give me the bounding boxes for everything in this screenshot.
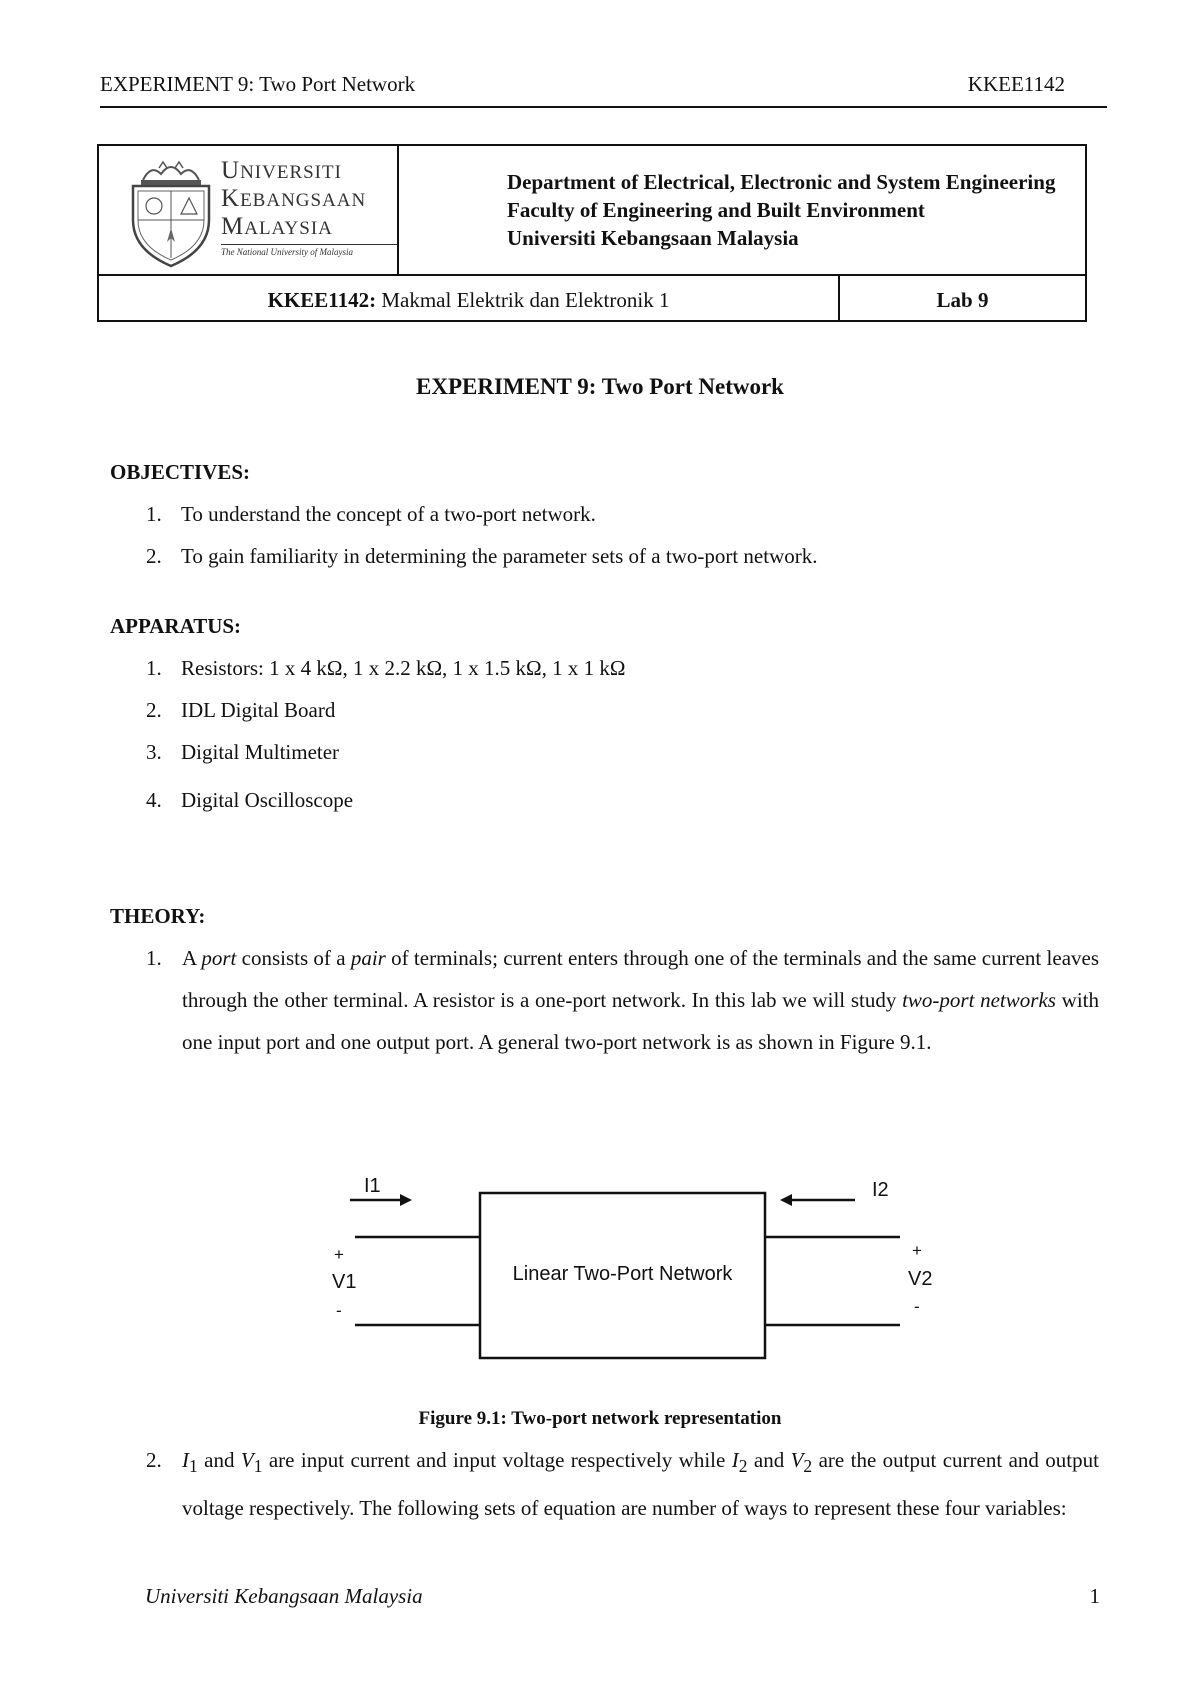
logo-word-malaysia: ALAYSIA <box>244 218 333 239</box>
department-cell <box>399 146 1085 274</box>
logo-initial-m: M <box>221 213 245 240</box>
page-title: EXPERIMENT 9: Two Port Network <box>416 374 784 399</box>
i2-label: I2 <box>872 1179 889 1201</box>
list-text: To gain familiarity in determining the parameter sets of a two-port network. <box>181 544 818 568</box>
logo-divider <box>221 244 397 245</box>
two-port-network-figure <box>320 1175 933 1370</box>
subscript: 2 <box>738 1456 748 1477</box>
text-run: consists of a <box>236 946 351 970</box>
text-run: are the output current and output voltage respectively. The following sets of equation are number of ways to represent these four variables: <box>182 1448 1099 1521</box>
course-name: Makmal Elektrik dan Elektronik 1 <box>376 288 670 312</box>
university-crest-icon <box>129 158 213 270</box>
list-number: 2. <box>146 698 162 722</box>
i2-arrow-head <box>780 1194 792 1206</box>
theory-item-2-number: 2. <box>146 1448 162 1472</box>
term-port: port <box>201 946 237 970</box>
objectives-heading: OBJECTIVES: <box>110 460 251 484</box>
running-header-code: KKEE1142 <box>967 72 1065 96</box>
subscript: 1 <box>189 1456 198 1477</box>
list-text: Resistors: 1 x 4 kΩ, 1 x 2.2 kΩ, 1 x 1.5 kΩ, 1 x 1 kΩ <box>181 656 626 680</box>
university-name: Universiti Kebangsaan Malaysia <box>507 226 799 250</box>
running-header-title: EXPERIMENT 9: Two Port Network <box>100 72 416 96</box>
figure-caption: Figure 9.1: Two-port network representation <box>418 1408 782 1429</box>
department-name: Department of Electrical, Electronic and System Engineering <box>507 170 1056 194</box>
list-text: Digital Multimeter <box>181 740 340 764</box>
text-run: of terminals; current enters through one of the terminals and the same current leaves through the other terminal. A resistor is a one-port network. In this lab we will study <box>182 946 1100 1012</box>
text-run: are input current and input voltage respectively while <box>262 1448 732 1472</box>
footer-university: Universiti Kebangsaan Malaysia <box>145 1584 423 1608</box>
v2-minus-sign: - <box>914 1297 920 1316</box>
list-item <box>146 698 335 723</box>
logo-cell <box>99 146 399 274</box>
term-two-port-networks: two-port networks <box>902 988 1056 1012</box>
logo-initial-u: U <box>221 157 241 184</box>
symbol-i: I <box>731 1448 739 1472</box>
header-rule <box>100 106 1107 108</box>
text-run: and <box>747 1448 791 1472</box>
university-wordmark <box>221 158 397 257</box>
term-pair: pair <box>350 946 386 970</box>
faculty-name: Faculty of Engineering and Built Environment <box>507 198 925 222</box>
apparatus-heading: APPARATUS: <box>110 614 242 638</box>
subscript: 1 <box>253 1456 263 1477</box>
text-run: A <box>182 946 202 970</box>
course-code: KKEE1142: <box>267 288 377 312</box>
text-run: and <box>197 1448 241 1472</box>
v1-minus-sign: - <box>336 1301 342 1320</box>
i1-label: I1 <box>364 1175 381 1197</box>
logo-tagline: The National University of Malaysia <box>221 247 353 257</box>
list-number: 2. <box>146 544 162 568</box>
list-number: 4. <box>146 788 162 812</box>
list-number: 1. <box>146 656 162 680</box>
list-text: To understand the concept of a two-port network. <box>181 502 596 526</box>
page-number: 1 <box>1089 1584 1100 1608</box>
v1-label: V1 <box>332 1271 357 1293</box>
symbol-v: V <box>790 1448 804 1472</box>
list-item <box>146 788 353 813</box>
list-item <box>146 544 818 569</box>
i1-arrow-head <box>400 1194 412 1206</box>
theory-item-1-number: 1. <box>146 946 162 970</box>
logo-word-kebangsaan: EBANGSAAN <box>240 190 367 211</box>
theory-heading: THEORY: <box>110 904 206 928</box>
logo-initial-k: K <box>221 185 241 212</box>
course-info-table <box>97 144 1087 322</box>
list-item <box>146 656 626 681</box>
list-item <box>146 740 339 765</box>
symbol-v: V <box>240 1448 254 1472</box>
course-row <box>99 274 1085 320</box>
theory-paragraph-1 <box>182 937 1099 1063</box>
v2-plus-sign: + <box>912 1241 922 1260</box>
lab-number: Lab 9 <box>936 288 989 312</box>
symbol-i: I <box>182 1448 189 1472</box>
list-text: IDL Digital Board <box>181 698 336 722</box>
v2-label: V2 <box>908 1268 933 1290</box>
list-number: 3. <box>146 740 162 764</box>
network-box-label: Linear Two-Port Network <box>512 1263 733 1285</box>
text-run: with one input port and one output port. A general two-port network is as shown in Figure 9.1. <box>182 988 1099 1054</box>
list-text: Digital Oscilloscope <box>181 788 354 812</box>
theory-paragraph-2 <box>182 1439 1099 1529</box>
course-cell <box>99 276 840 320</box>
v1-plus-sign: + <box>334 1245 344 1264</box>
list-item <box>146 502 596 527</box>
subscript: 2 <box>803 1456 813 1477</box>
logo-word-universiti: NIVERSITI <box>240 162 342 183</box>
list-number: 1. <box>146 502 162 526</box>
